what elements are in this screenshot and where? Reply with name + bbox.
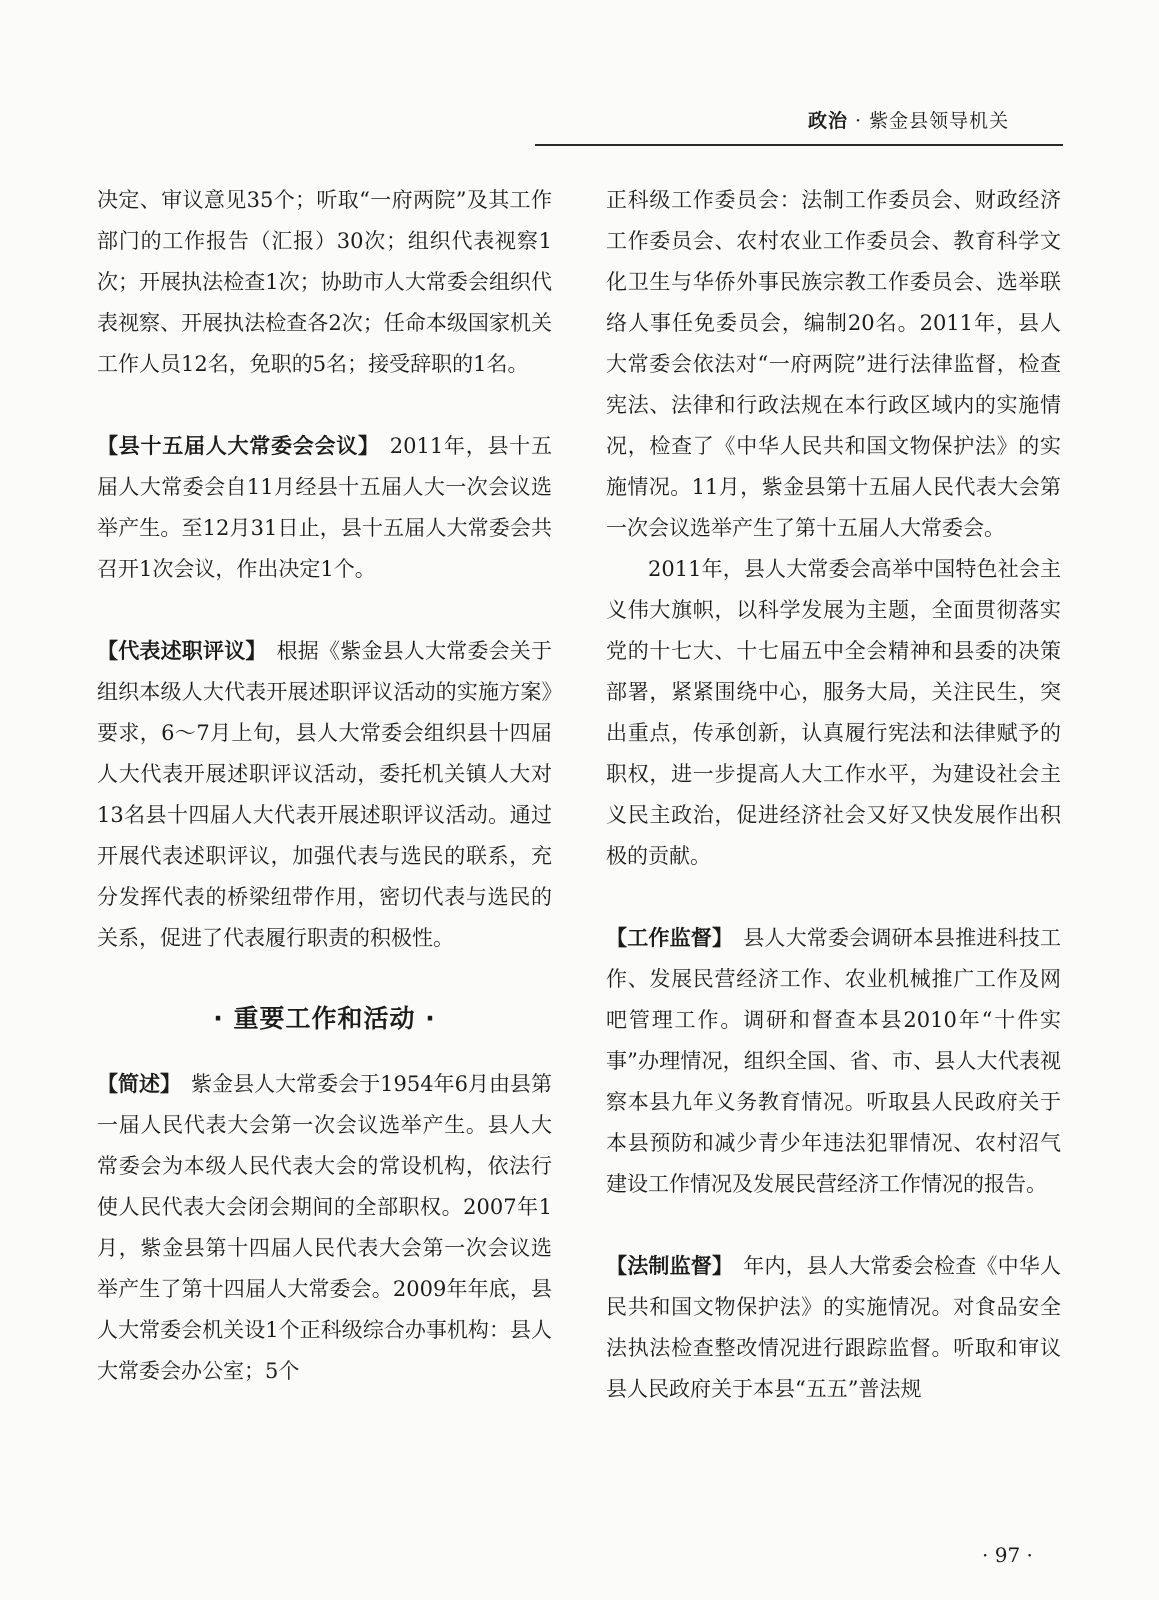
paragraph-text: 紫金县人大常委会于1954年6月由县第一届人民代表大会第一次会议选举产生。县人大常委会为本级人民代表大会的常设机构，依法行使人民代表大会闭会期间的全部职权。2007年1月，紫金县第十四届人民代表大会第一次会议选举产生了第十四届人大常委会。2009年年底，县人大常委会机关设1个正科级综合办事机构：县人大常委会办公室；5个 bbox=[97, 1072, 552, 1383]
section-tag: 【工作监督】 bbox=[606, 926, 734, 950]
paragraph-text: 2011年，县十五届人大常委会自11月经县十五届人大一次会议选举产生。至12月31日止，县十五届人大常委会共召开1次会议，作出决定1个。 bbox=[97, 434, 553, 581]
header-rule bbox=[535, 144, 1063, 146]
right-paragraph-4 bbox=[606, 1246, 1061, 1410]
section-tag: 【县十五届人大常委会会议】 bbox=[97, 434, 380, 458]
left-paragraph-4 bbox=[97, 1064, 552, 1392]
section-tag: 【简述】 bbox=[97, 1072, 182, 1096]
paragraph-text: 县人大常委会调研本县推进科技工作、发展民营经济工作、农业机械推广工作及网吧管理工作。调研和督查本县2010年“十件实事”办理情况，组织全国、省、市、县人大代表视察本县九年义务教育情况。听取县人民政府关于本县预防和减少青少年违法犯罪情况、农村沼气建设工作情况及发展民营经济工作情况的报告。 bbox=[606, 926, 1062, 1196]
left-paragraph-3 bbox=[97, 631, 552, 959]
right-paragraph-3 bbox=[606, 918, 1061, 1205]
running-head-separator: · bbox=[848, 110, 870, 132]
left-paragraph-2 bbox=[97, 426, 552, 590]
paragraph-text: 年内，县人大常委会检查《中华人民共和国文物保护法》的实施情况。对食品安全法执法检查整改情况进行跟踪监督。听取和审议县人民政府关于本县“五五”普法规 bbox=[606, 1254, 1062, 1401]
right-paragraph-1: 正科级工作委员会：法制工作委员会、财政经济工作委员会、农村农业工作委员会、教育科学文化卫生与华侨外事民族宗教工作委员会、选举联络人事任免委员会，编制20名。2011年，县人大常委会依法对“一府两院”进行法律监督，检查宪法、法律和行政法规在本行政区域内的实施情况，检查了《中华人民共和国文物保护法》的实施情况。11月，紫金县第十五届人民代表大会第一次会议选举产生了第十五届人大常委会。 bbox=[606, 188, 1061, 540]
page-number: · 97 · bbox=[982, 1543, 1033, 1567]
section-tag: 【法制监督】 bbox=[606, 1254, 734, 1278]
running-head-title: 紫金县领导机关 bbox=[869, 110, 1010, 132]
running-head-section: 政治 bbox=[808, 110, 849, 132]
running-head bbox=[808, 106, 1009, 133]
left-column bbox=[97, 180, 552, 1392]
right-column bbox=[606, 180, 1061, 1410]
section-tag: 【代表述职评议】 bbox=[97, 639, 267, 663]
paragraph-text: 根据《紫金县人大常委会关于组织本级人大代表开展述职评议活动的实施方案》要求，6～7月上旬，县人大常委会组织县十四届人大代表开展述职评议活动，委托机关镇人大对13名县十四届人大代表开展述职评议活动。通过开展代表述职评议，加强代表与选民的联系，充分发挥代表的桥梁纽带作用，密切代表与选民的关系，促进了代表履行职责的积极性。 bbox=[97, 639, 553, 950]
left-paragraph-1: 决定、审议意见35个；听取“一府两院”及其工作部门的工作报告（汇报）30次；组织代表视察1次；开展执法检查1次；协助市人大常委会组织代表视察、开展执法检查各2次；任命本级国家机关工作人员12名，免职的5名；接受辞职的1名。 bbox=[97, 188, 552, 376]
right-paragraph-2: 2011年，县人大常委会高举中国特色社会主义伟大旗帜，以科学发展为主题，全面贯彻落实党的十七大、十七届五中全会精神和县委的决策部署，紧紧围绕中心，服务大局，关注民生，突出重点，传承创新，认真履行宪法和法律赋予的职权，进一步提高人大工作水平，为建设社会主义民主政治，促进经济社会又好又快发展作出积极的贡献。 bbox=[606, 557, 1061, 868]
section-title: · 重要工作和活动 · bbox=[213, 1004, 436, 1033]
